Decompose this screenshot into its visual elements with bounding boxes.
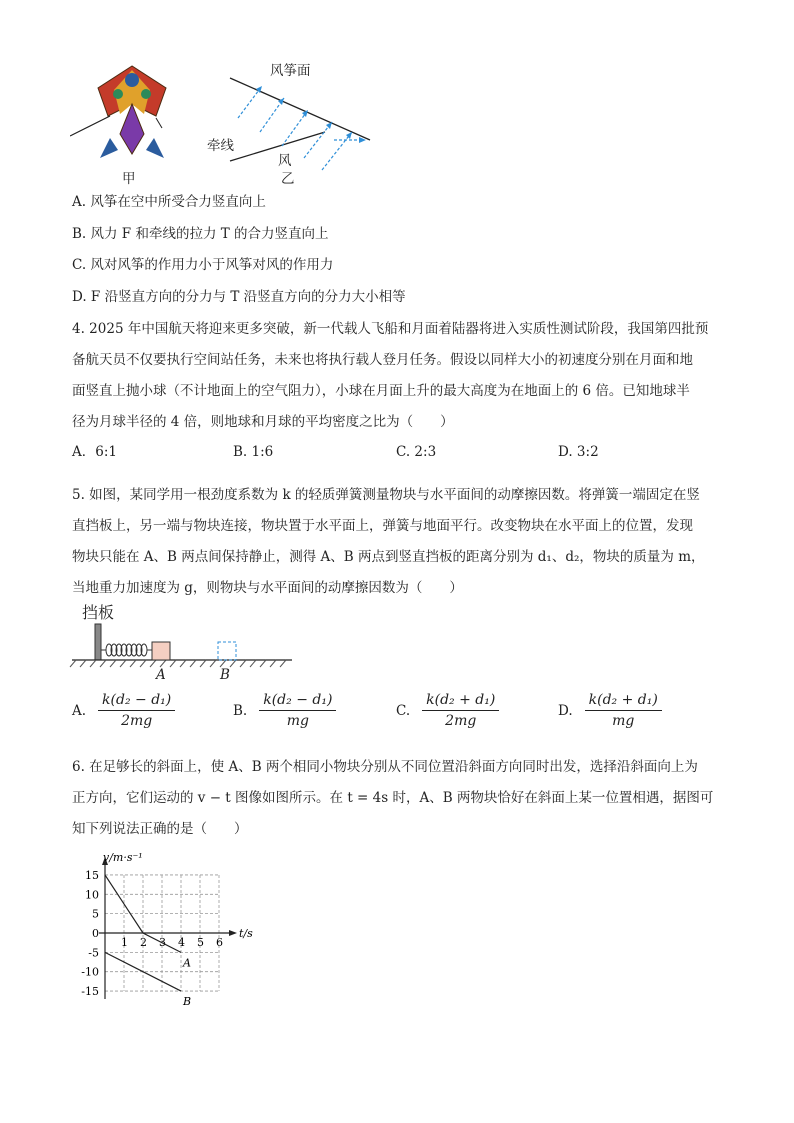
fraction-denominator: mg — [612, 713, 635, 729]
kite-label-wind: 风 — [278, 153, 292, 169]
kite-picture — [70, 66, 166, 158]
block-at-b — [218, 642, 236, 660]
q3-option-c: C. 风对风筝的作用力小于风筝对风的作用力 — [72, 257, 334, 273]
fraction-denominator: mg — [286, 713, 309, 729]
q4-option-a: A．6:1 — [72, 444, 117, 460]
kite-figure-svg — [70, 58, 390, 188]
q6-stem-line: 6. 在足够长的斜面上，使 A、B 两个相同小物块分别从不同位置沿斜面方向同时出发，选择沿斜面向上为 — [72, 759, 698, 775]
q4-stem-line: 面竖直上抛小球（不计地面上的空气阻力），小球在月面上升的最大高度为在地面上的 6 倍。已知地球半 — [72, 383, 690, 399]
kite-label-yi: 乙 — [281, 171, 295, 187]
q4-stem-line: 径为月球半径的 4 倍，则地球和月球的平均密度之比为（ ） — [72, 414, 454, 430]
q5-option-c — [396, 692, 499, 729]
vt-chart-svg — [68, 846, 258, 1026]
x-tick-label: 2 — [140, 936, 147, 949]
q6-stem — [72, 752, 713, 845]
fraction-numerator: k(d₂ + d₁) — [585, 692, 662, 711]
vt-chart — [68, 846, 258, 1026]
y-tick-label: 10 — [85, 888, 99, 902]
q4-stem — [72, 314, 708, 438]
q5-stem-line: 当地重力加速度为 g，则物块与水平面间的动摩擦因数为（ ） — [72, 580, 463, 596]
kite-label-surface: 风筝面 — [270, 63, 311, 79]
q5-option-d-letter: D. — [558, 702, 573, 719]
x-tick-label: 1 — [121, 936, 128, 949]
fraction-numerator: k(d₂ − d₁) — [98, 692, 175, 711]
y-tick-label: 5 — [92, 907, 99, 921]
q5-stem — [72, 480, 705, 604]
q3-option-b: B. 风力 F 和牵线的拉力 T 的合力竖直向上 — [72, 226, 329, 242]
q4-option-b: B. 1:6 — [233, 444, 274, 460]
q5-option-a — [72, 692, 175, 729]
fraction-denominator: 2mg — [121, 713, 153, 729]
q5-option-a-fraction — [98, 692, 175, 729]
q6-stem-line: 正方向，它们运动的 v − t 图像如图所示。在 t = 4s 时，A、B 两物块恰好在斜面上某一位置相遇，据图可 — [72, 790, 714, 806]
q5-option-a-letter: A. — [72, 702, 87, 719]
x-axis-label: t/s — [239, 927, 253, 940]
y-tick-label: 0 — [92, 927, 99, 940]
x-axis-arrow — [229, 930, 237, 936]
y-tick-label: -15 — [81, 985, 99, 999]
q5-option-b — [233, 692, 336, 729]
q5-option-d-fraction — [585, 692, 662, 729]
x-tick-label: 4 — [178, 936, 185, 949]
q4-option-c: C. 2:3 — [396, 444, 437, 460]
point-a-label: A — [156, 667, 166, 683]
y-axis-label: v/m·s⁻¹ — [103, 850, 143, 864]
fraction-denominator: 2mg — [445, 713, 477, 729]
fraction-numerator: k(d₂ + d₁) — [422, 692, 499, 711]
kite-label-jia: 甲 — [122, 171, 136, 187]
y-tick-label: -10 — [81, 965, 99, 979]
q5-option-c-fraction — [422, 692, 499, 729]
q5-option-b-fraction — [259, 692, 336, 729]
q4-stem-line: 备航天员不仅要执行空间站任务，未来也将执行载人登月任务。假设以同样大小的初速度分别在月面和地 — [72, 352, 693, 368]
q5-stem-line: 5. 如图，某同学用一根劲度系数为 k 的轻质弹簧测量物块与水平面间的动摩擦因数。将弹簧一端固定在竖 — [72, 487, 700, 503]
kite-label-string: 牵线 — [207, 138, 234, 154]
block-at-a — [152, 642, 170, 660]
x-tick-label: 6 — [216, 936, 223, 949]
baffle-label: 挡板 — [82, 603, 115, 622]
y-tick-label: -5 — [88, 946, 99, 960]
ground-hatch — [70, 660, 286, 667]
y-tick-label: 15 — [85, 868, 99, 882]
kite-figure — [70, 58, 390, 188]
spring-coil — [101, 644, 152, 656]
q4-option-d: D. 3:2 — [558, 444, 599, 460]
baffle-plate — [95, 624, 101, 660]
series-label-a: A — [183, 956, 191, 970]
spring-figure-svg — [68, 622, 298, 682]
x-tick-label: 5 — [197, 936, 204, 949]
fraction-numerator: k(d₂ − d₁) — [259, 692, 336, 711]
kite-surface-line — [230, 78, 370, 140]
point-b-label: B — [220, 667, 230, 683]
q5-option-c-letter: C. — [396, 702, 411, 719]
q5-option-b-letter: B. — [233, 702, 248, 719]
q5-stem-line: 物块只能在 A、B 两点间保持静止，测得 A、B 两点到竖直挡板的距离分别为 d₁、d₂，物块的质量为 m， — [72, 549, 705, 565]
q3-option-a: A. 风筝在空中所受合力竖直向上 — [72, 194, 266, 210]
wind-arrows — [238, 86, 364, 170]
q5-option-d — [558, 692, 662, 729]
q4-stem-line: 4. 2025 年中国航天将迎来更多突破，新一代载人飞船和月面着陆器将进入实质性测试阶段，我国第四批预 — [72, 321, 709, 337]
q5-stem-line: 直挡板上，另一端与物块连接，物块置于水平面上，弹簧与地面平行。改变物块在水平面上的位置，发现 — [72, 518, 693, 534]
spring-figure — [68, 622, 298, 682]
x-tick-label: 3 — [159, 936, 166, 949]
q3-option-d: D. F 沿竖直方向的分力与 T 沿竖直方向的分力大小相等 — [72, 289, 406, 305]
q6-stem-line: 知下列说法正确的是（ ） — [72, 821, 248, 837]
series-label-b: B — [183, 995, 192, 1009]
